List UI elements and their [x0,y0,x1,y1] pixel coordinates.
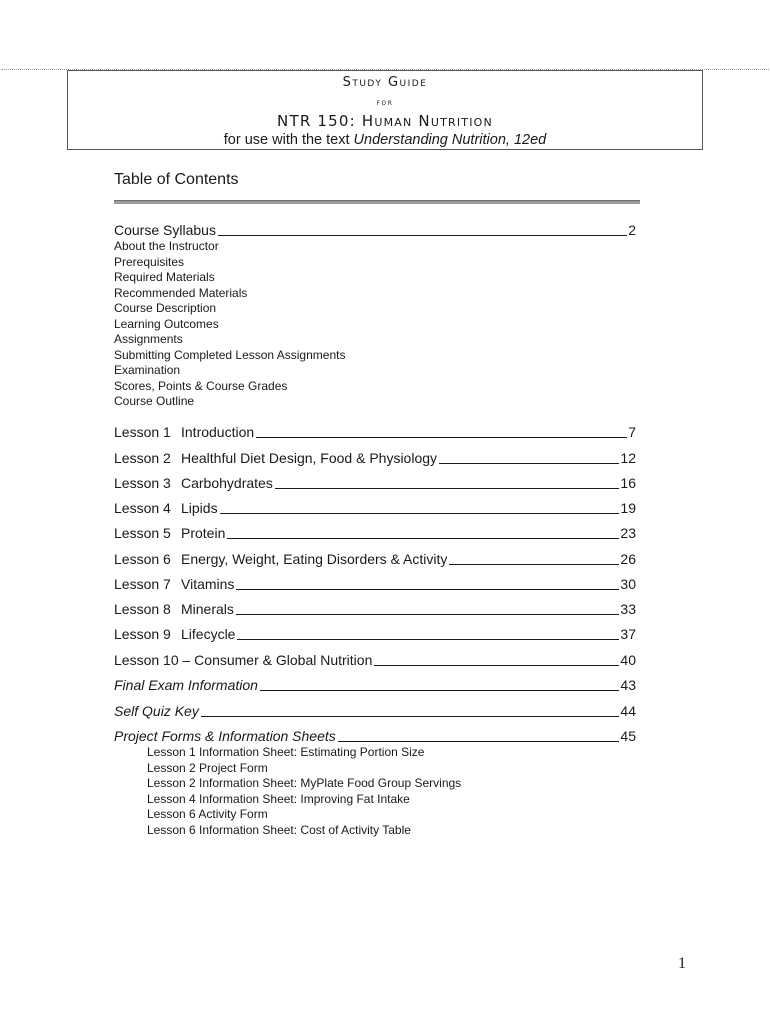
top-dotted-rule [1,69,769,70]
syllabus-item: Scores, Points & Course Grades [114,378,288,393]
entry-label: Project Forms & Information Sheets [114,728,336,744]
lesson-title: Lifecycle [181,626,236,642]
entry-page: 2 [628,222,636,238]
project-item: Lesson 2 Project Form [147,760,268,775]
toc-entry-lesson [114,450,636,466]
syllabus-item: Prerequisites [114,254,185,269]
leader-line [439,463,619,464]
entry-page: 33 [620,601,636,617]
lesson-title: Lipids [181,500,218,516]
leader-line [201,716,620,717]
syllabus-item: Course Description [114,301,217,315]
leader-line [338,741,620,742]
lesson-title: Healthful Diet Design, Food & Physiology [181,450,438,466]
syllabus-item: Course Outline [114,394,195,408]
lesson-number: Lesson 1 [114,424,171,440]
syllabus-item: About the Instructor [114,239,219,253]
toc-entry-lesson [114,601,636,617]
leader-line [374,665,619,666]
lesson-number: Lesson 5 [114,525,171,541]
toc-entry-self-quiz [114,703,636,719]
syllabus-item: Assignments [114,332,183,346]
lesson-title: Carbohydrates [181,475,273,491]
entry-label: Course Syllabus [114,222,216,238]
syllabus-item: Learning Outcomes [114,316,219,331]
course-title: NTR 150: Human Nutrition [277,112,493,130]
entry-page: 7 [628,424,636,440]
syllabus-item: Recommended Materials [114,285,248,300]
toc-entry-lesson [114,475,636,491]
toc-entry-lesson [114,576,636,592]
leader-line [220,513,620,514]
project-item: Lesson 4 Information Sheet: Improving Fat Intake [147,791,410,806]
toc-entry-lesson [114,626,636,642]
lesson-number: Lesson 8 [114,601,171,617]
lesson-number: Lesson 7 [114,576,171,592]
for-label: for [376,98,394,108]
project-item: Lesson 6 Activity Form [147,807,268,821]
toc-divider [114,200,640,204]
entry-page: 43 [620,677,636,693]
leader-line [218,235,627,236]
textbook-line [68,132,702,148]
lesson-title: Energy, Weight, Eating Disorders & Activity [181,551,448,567]
entry-page: 40 [620,652,636,668]
toc-entry-syllabus [114,222,636,238]
leader-line [227,538,619,539]
entry-page: 44 [620,703,636,719]
textbook-title: Understanding Nutrition, 12ed [353,132,547,148]
entry-label: Lesson 10 – Consumer & Global Nutrition [114,652,373,668]
entry-page: 16 [620,475,636,491]
leader-line [256,437,627,438]
lesson-title: Introduction [181,424,255,440]
lesson-title: Protein [181,525,226,541]
toc-entry-lesson [114,500,636,516]
toc-entry-lesson [114,551,636,567]
project-item: Lesson 6 Information Sheet: Cost of Activity Table [147,822,411,837]
syllabus-item: Required Materials [114,270,215,284]
toc-entry-lesson-10 [114,652,636,668]
title-box [67,70,703,150]
toc-entry-lesson [114,525,636,541]
lesson-title: Minerals [181,601,234,617]
toc-entry-project-forms [114,728,636,744]
lesson-number: Lesson 9 [114,626,171,642]
textbook-prefix: for use with the text [223,132,354,148]
leader-line [236,589,619,590]
toc-heading: Table of Contents [114,171,239,188]
leader-line [237,639,619,640]
entry-page: 23 [620,525,636,541]
entry-page: 12 [620,450,636,466]
leader-line [236,614,620,615]
lesson-number: Lesson 4 [114,500,171,516]
entry-label: Self Quiz Key [114,703,199,719]
lesson-title: Vitamins [181,576,235,592]
project-item: Lesson 1 Information Sheet: Estimating Portion Size [147,745,425,759]
entry-page: 45 [620,728,636,744]
entry-page: 30 [620,576,636,592]
entry-page: 37 [620,626,636,642]
syllabus-item: Examination [114,363,181,377]
syllabus-item: Submitting Completed Lesson Assignments [114,347,346,362]
leader-line [449,564,619,565]
page-number: 1 [678,955,686,972]
project-item: Lesson 2 Information Sheet: MyPlate Food Group Servings [147,776,462,790]
lesson-number: Lesson 2 [114,450,171,466]
toc-entry-lesson [114,424,636,440]
entry-page: 26 [620,551,636,567]
lesson-number: Lesson 6 [114,551,171,567]
leader-line [260,690,619,691]
lesson-number: Lesson 3 [114,475,171,491]
entry-page: 19 [620,500,636,516]
entry-label: Final Exam Information [114,677,258,693]
leader-line [275,488,620,489]
toc-entry-final-exam [114,677,636,693]
study-guide-title: Study Guide [342,75,428,90]
